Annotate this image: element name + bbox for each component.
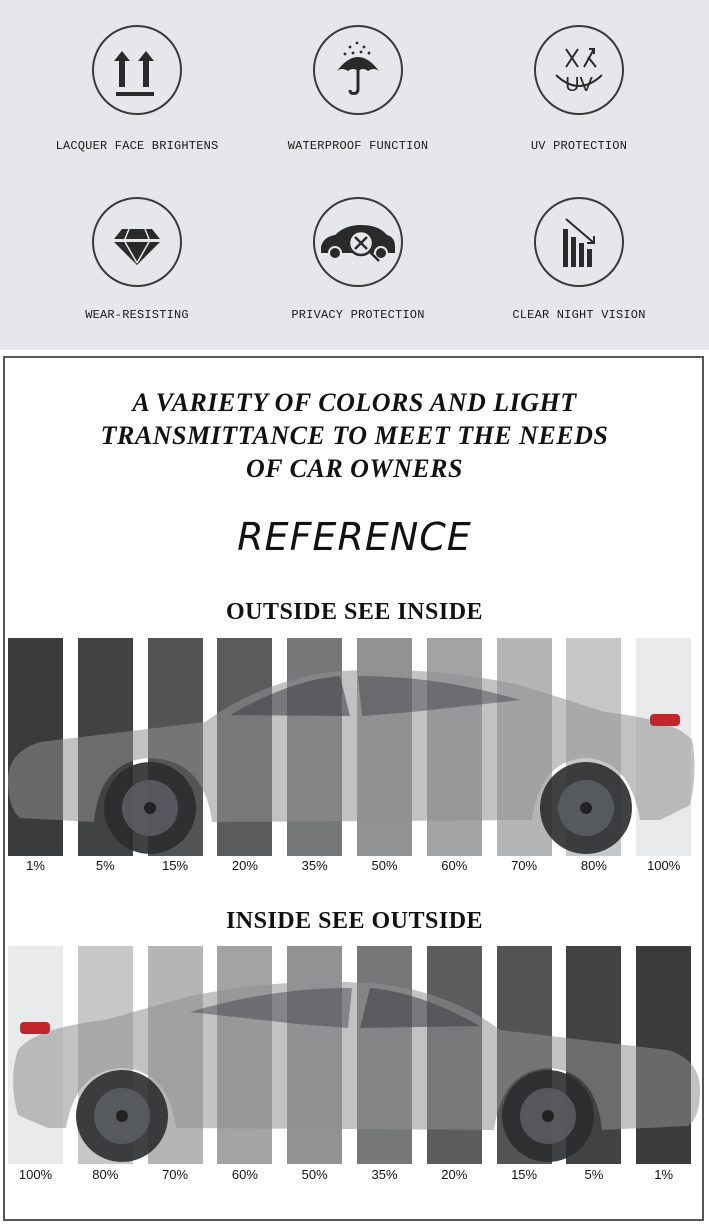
feature-label: LACQUER FACE BRIGHTENS	[55, 139, 219, 153]
tint-percent-label: 35%	[371, 1167, 398, 1182]
tint-percent-label: 5%	[95, 858, 115, 873]
reference-title: REFERENCE	[237, 515, 472, 559]
feature-label: WEAR-RESISTING	[85, 308, 189, 322]
tint-percent-label: 1%	[26, 858, 45, 873]
tint-percent-label: 35%	[301, 858, 328, 873]
car-outside-view	[8, 670, 695, 854]
uv-icon-text: UV	[565, 74, 593, 96]
feature-label: PRIVACY PROTECTION	[291, 308, 425, 322]
tint-percent-label: 80%	[92, 1167, 119, 1182]
tint-percent-label: 1%	[654, 1167, 674, 1182]
headline-line-1: A VARIETY OF COLORS AND LIGHT	[132, 388, 577, 417]
tint-percent-label: 50%	[301, 1167, 328, 1182]
headline-line-3: OF CAR OWNERS	[246, 454, 463, 483]
tint-percent-label: 20%	[441, 1167, 468, 1182]
tint-percent-label: 70%	[162, 1167, 189, 1182]
outside-section-title: OUTSIDE SEE INSIDE	[225, 599, 484, 625]
tint-percent-label: 70%	[511, 858, 538, 873]
tint-percent-label: 20%	[231, 858, 258, 873]
feature-label: WATERPROOF FUNCTION	[287, 139, 429, 153]
tint-percent-label: 60%	[441, 858, 468, 873]
headline-line-2: TRANSMITTANCE TO MEET THE NEEDS	[100, 421, 609, 450]
tint-percent-label: 5%	[584, 1167, 604, 1182]
car-inside-view	[13, 982, 700, 1162]
tail-light	[650, 714, 680, 726]
tint-percent-label: 80%	[580, 858, 607, 873]
tint-percent-label: 100%	[647, 858, 681, 873]
tail-light	[20, 1022, 50, 1034]
tint-percent-label: 15%	[162, 858, 189, 873]
tint-percent-label: 50%	[371, 858, 398, 873]
feature-label: CLEAR NIGHT VISION	[512, 308, 646, 322]
feature-label: UV PROTECTION	[530, 139, 628, 153]
tint-percent-label: 15%	[511, 1167, 538, 1182]
inside-section-title: INSIDE SEE OUTSIDE	[225, 908, 484, 934]
tint-percent-label: 60%	[231, 1167, 258, 1182]
tint-percent-label: 100%	[18, 1167, 53, 1182]
